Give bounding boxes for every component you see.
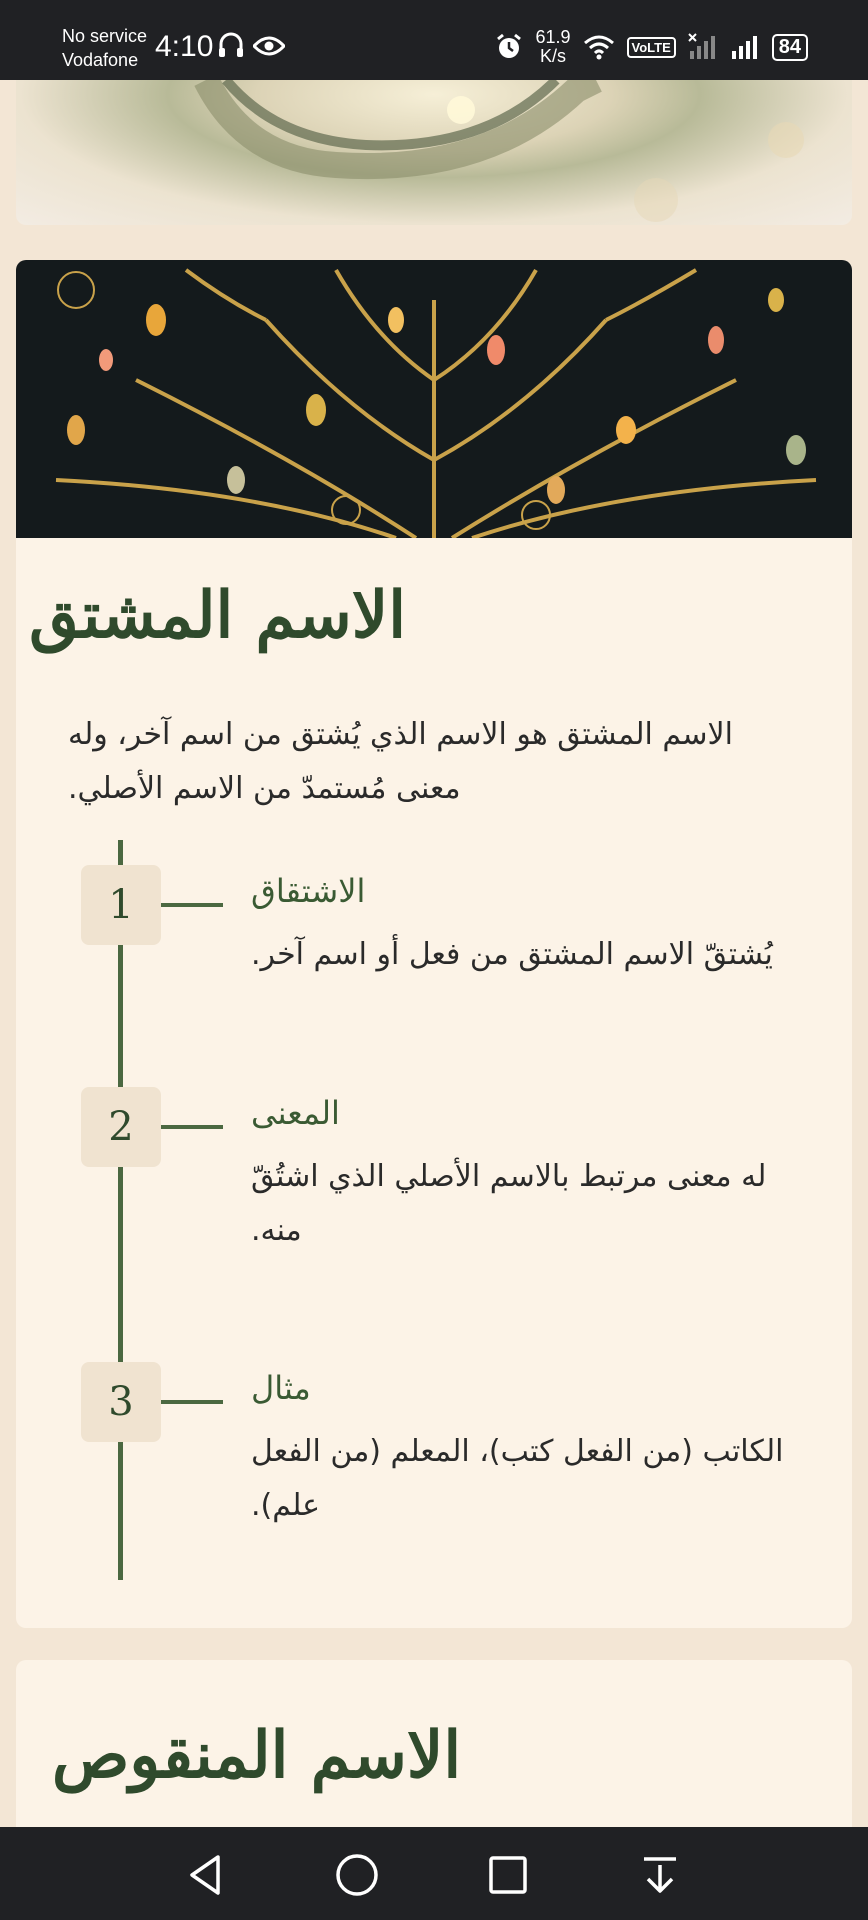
battery-icon: 84 xyxy=(772,34,808,61)
step-title: المعنى xyxy=(251,1094,340,1132)
step-title: الاشتقاق xyxy=(251,872,366,910)
volte-badge: VoLTE xyxy=(627,37,676,58)
step-number-badge: 1 xyxy=(81,865,161,945)
next-card-title: الاسم المنقوص xyxy=(52,1718,462,1793)
back-button[interactable] xyxy=(180,1849,232,1901)
timeline-line xyxy=(118,840,123,1580)
clock: 4:10 xyxy=(155,30,214,63)
recents-button[interactable] xyxy=(482,1849,534,1901)
headphone-icon xyxy=(218,31,244,59)
signal-icon-sim1 xyxy=(730,33,760,61)
network-speed xyxy=(535,28,570,66)
status-bar xyxy=(0,0,868,80)
carrier-status: No service xyxy=(62,26,148,46)
home-circle-icon xyxy=(331,1849,383,1901)
status-icons xyxy=(495,24,808,70)
step-description: له معنى مرتبط بالاسم الأصلي الذي اشتُقّ منه. xyxy=(251,1159,767,1248)
botanical-banner-image xyxy=(16,260,852,538)
wifi-icon xyxy=(583,34,615,60)
article-card xyxy=(16,260,852,1628)
top-image-card xyxy=(16,80,852,225)
abstract-swirl-image xyxy=(16,80,852,225)
home-button[interactable] xyxy=(331,1849,383,1901)
back-triangle-icon xyxy=(180,1849,232,1901)
alarm-icon xyxy=(495,33,523,61)
speed-value: 61.9 xyxy=(535,27,571,47)
step-description: يُشتقّ الاسم المشتق من فعل أو اسم آخر. xyxy=(251,937,773,972)
notification-pull-button[interactable] xyxy=(634,1849,686,1901)
page-title: الاسم المشتق xyxy=(29,578,406,653)
step-title: مثال xyxy=(251,1369,311,1407)
speed-unit: K/s xyxy=(539,46,566,66)
carrier-info xyxy=(62,24,147,72)
intro-paragraph: الاسم المشتق هو الاسم الذي يُشتق من اسم آخر، وله معنى مُستمدّ من الاسم الأصلي. xyxy=(68,717,733,806)
step-number-badge: 3 xyxy=(81,1362,161,1442)
step-connector xyxy=(161,1125,223,1129)
step-connector xyxy=(161,903,223,907)
eye-icon xyxy=(253,36,285,56)
signal-icon-sim2 xyxy=(688,33,718,61)
carrier-name: Vodafone xyxy=(62,50,139,70)
recents-square-icon xyxy=(482,1849,534,1901)
step-connector xyxy=(161,1400,223,1404)
navigation-bar xyxy=(0,1827,868,1920)
step-number-badge: 2 xyxy=(81,1087,161,1167)
pull-down-icon xyxy=(634,1849,686,1901)
step-description: الكاتب (من الفعل كتب)، المعلم (من الفعل علم). xyxy=(251,1434,784,1523)
